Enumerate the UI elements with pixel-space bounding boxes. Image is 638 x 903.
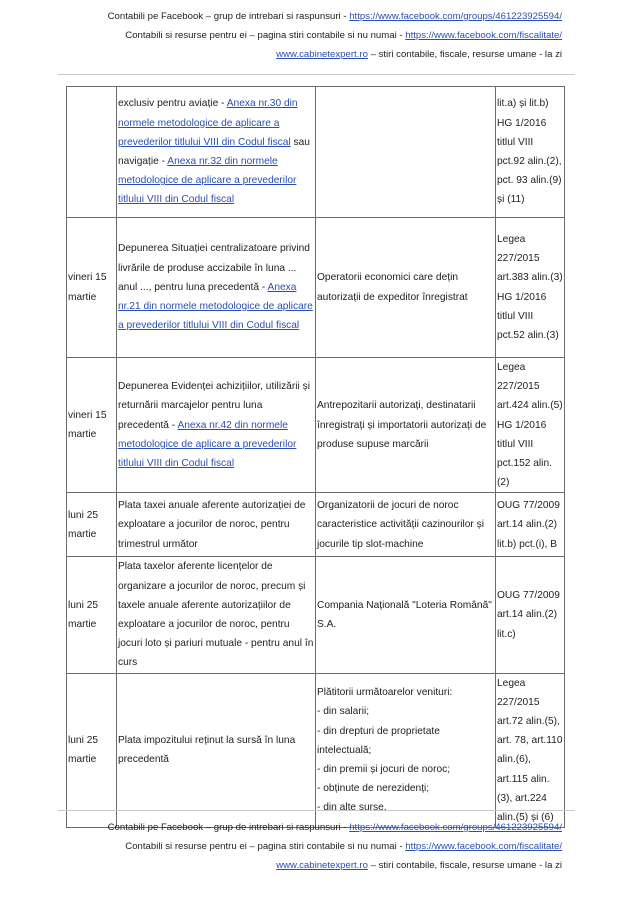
footer-facebook-group-link[interactable]: https://www.facebook.com/groups/461223925594/ <box>349 822 562 833</box>
deadline-date-cell: luni 25 martie <box>67 557 117 673</box>
annex-link[interactable]: Anexa nr.21 din normele metodologice de aplicare a prevederilor titlului VIII din Codul fiscal <box>118 281 313 332</box>
footer-divider <box>58 810 575 811</box>
facebook-page-link[interactable]: https://www.facebook.com/fiscalitate/ <box>405 30 562 41</box>
obligation-cell: exclusiv pentru aviație - Anexa nr.30 din normele metodologice de aplicare a prevederilor titlului VIII din Codul fiscal sau navigație - Anexa nr.32 din normele metodologice de aplicare a prevederilor titlului VIII din Codul fiscal <box>117 87 316 218</box>
header-line-facebook-page: Contabili si resurse pentru ei – pagina stiri contabile si nu numai - https://www.facebook.com/fiscalitate/ <box>125 30 562 41</box>
taxpayer-cell <box>316 87 496 218</box>
annex-link[interactable]: Anexa nr.32 din normele metodologice de aplicare a prevederilor titlului VIII din Codul fiscal <box>118 156 297 206</box>
taxpayer-cell: Organizatorii de jocuri de noroc caracteristice activității cazinourilor și jocurile tip slot-machine <box>316 493 496 557</box>
footer-line-facebook-group: Contabili pe Facebook – grup de intrebari si raspunsuri - https://www.facebook.com/groups/461223925594/ <box>107 822 562 833</box>
obligation-cell: Plata taxei anuale aferente autorizației de exploatare a jocurilor de noroc, pentru trimestrul următor <box>117 493 316 557</box>
facebook-group-link[interactable]: https://www.facebook.com/groups/461223925594/ <box>349 11 562 22</box>
taxpayer-cell: Antrepozitarii autorizați, destinatarii înregistrați și importatorii autorizați de produse supuse marcării <box>316 358 496 493</box>
footer-line-website: www.cabinetexpert.ro – stiri contabile, fiscale, resurse umane - la zi <box>276 860 562 871</box>
legal-basis-cell: lit.a) și lit.b) HG 1/2016 titlul VIII pct.92 alin.(2), pct. 93 alin.(9) și (11) <box>496 87 565 218</box>
deadline-date-cell: vineri 15 martie <box>67 218 117 358</box>
annex-link[interactable]: Anexa nr.42 din normele metodologice de aplicare a prevederilor titlului VIII din Codul fiscal <box>118 419 297 470</box>
footer-line-facebook-page: Contabili si resurse pentru ei – pagina stiri contabile si nu numai - https://www.facebook.com/fiscalitate/ <box>125 841 562 852</box>
table-row <box>67 673 565 828</box>
legal-basis-cell: OUG 77/2009 art.14 alin.(2) lit.c) <box>496 557 565 673</box>
header-divider <box>58 74 575 75</box>
legal-basis-cell: Legea 227/2015 art.424 alin.(5) HG 1/2016 titlul VIII pct.152 alin. (2) <box>496 358 565 493</box>
deadline-date-cell <box>67 87 117 218</box>
legal-basis-cell: Legea 227/2015 art.383 alin.(3) HG 1/2016 titlul VIII pct.52 alin.(3) <box>496 218 565 358</box>
footer-facebook-page-link[interactable]: https://www.facebook.com/fiscalitate/ <box>405 841 562 852</box>
taxpayer-cell: Compania Națională "Loteria Română" S.A. <box>316 557 496 673</box>
legal-basis-cell: OUG 77/2009 art.14 alin.(2) lit.b) pct.(i), B <box>496 493 565 557</box>
obligation-cell: Plata impozitului reținut la sursă în luna precedentă <box>117 673 316 828</box>
table-row <box>67 358 565 493</box>
table-row <box>67 218 565 358</box>
fiscal-calendar-table <box>66 86 565 828</box>
deadline-date-cell: luni 25 martie <box>67 673 117 828</box>
taxpayer-cell: Plătitorii următoarelor venituri: - din salarii; - din drepturi de proprietate intelectuală; - din premii și jocuri de noroc; - obținute de nerezidenți; - din alte surse. <box>316 673 496 828</box>
table-row <box>67 87 565 218</box>
page-footer <box>0 818 638 875</box>
annex-link[interactable]: Anexa nr.30 din normele metodologice de aplicare a prevederilor titlului VIII din Codul fiscal <box>118 98 298 148</box>
legal-basis-cell: Legea 227/2015 art.72 alin.(5), art. 78, art.110 alin.(6), art.115 alin. (3), art.224 alin.(5) și (6) <box>496 673 565 828</box>
footer-website-link[interactable]: www.cabinetexpert.ro <box>276 860 368 871</box>
deadline-date-cell: luni 25 martie <box>67 493 117 557</box>
obligation-cell: Depunerea Situației centralizatoare privind livrările de produse accizabile în luna ... anul ..., pentru luna precedentă - Anexa nr.21 din normele metodologice de aplicare a prevederilor titlului VIII din Codul fiscal <box>117 218 316 358</box>
table-row <box>67 493 565 557</box>
table-row <box>67 557 565 673</box>
header-line-website: www.cabinetexpert.ro – stiri contabile, fiscale, resurse umane - la zi <box>276 49 562 60</box>
website-link[interactable]: www.cabinetexpert.ro <box>276 49 368 60</box>
deadline-date-cell: vineri 15 martie <box>67 358 117 493</box>
obligation-cell: Plata taxelor aferente licențelor de organizare a jocurilor de noroc, precum și taxele anuale aferente autorizațiilor de exploatare a jocurilor de noroc, pentru jocuri loto și pariuri mutuale - pentru anul în curs <box>117 557 316 673</box>
header-line-facebook-group: Contabili pe Facebook – grup de intrebari si raspunsuri - https://www.facebook.com/groups/461223925594/ <box>107 11 562 22</box>
taxpayer-cell: Operatorii economici care dețin autorizații de expeditor înregistrat <box>316 218 496 358</box>
obligation-cell: Depunerea Evidenței achizițiilor, utilizării și returnării marcajelor pentru luna precedentă - Anexa nr.42 din normele metodologice de aplicare a prevederilor titlului VIII din Codul fiscal <box>117 358 316 493</box>
page-header <box>0 7 638 64</box>
